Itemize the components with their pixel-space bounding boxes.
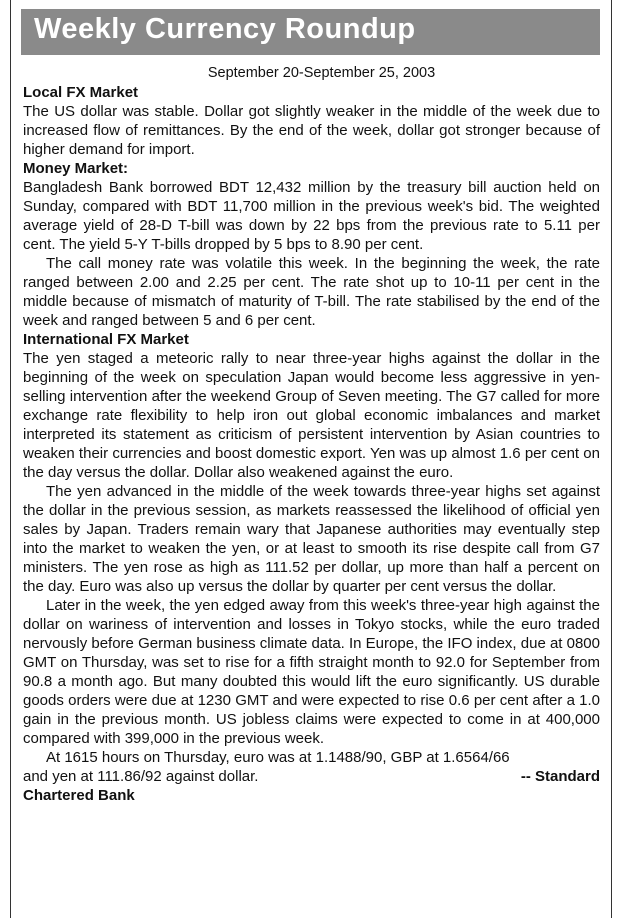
section-heading-international-fx: International FX Market — [23, 331, 189, 348]
paragraph-local-fx: The US dollar was stable. Dollar got slightly weaker in the middle of the week due to increased flow of remittances. By the end of the week, dollar got stronger because of higher demand for import. — [23, 103, 600, 158]
paragraph-international-fx-3: Later in the week, the yen edged away from this week's three-year high against the dollar on wariness of intervention and losses in Tokyo stocks, while the euro traded nervously before German business climate data. In Europe, the IFO index, due at 0800 GMT on Thursday, was set to rise for a fifth straight month to 92.0 for September from 90.8 a month ago. But many doubted this would lift the euro significantly. US durable goods orders were due at 1230 GMT and were expected to rise 0.6 per cent after a 1.0 gain in the previous month. US jobless claims were expected to come in at 400,000 compared with 399,000 in the previous week. — [23, 597, 600, 747]
closing-rates-line: At 1615 hours on Thursday, euro was at 1.1488/90, GBP at 1.6564/66 — [46, 749, 510, 766]
paragraph-international-fx-2: The yen advanced in the middle of the week towards three-year highs set against the dollar in the previous session, as markets reassessed the likelihood of official yen sales by Japan. Traders remain wary that Japanese authorities may eventually step into the market to weaken the yen, or at least to smooth its rise despite call from G7 ministers. The yen rose as high as 111.52 per dollar, up more than half a percent on the day. Euro was also up versus the dollar by quarter per cent versus the dollar. — [23, 483, 600, 595]
page-title: Weekly Currency Roundup — [34, 13, 416, 45]
source-credit: -- Standard — [520, 768, 600, 785]
closing-rates-line-end — [23, 767, 600, 786]
title-banner — [21, 9, 600, 55]
paragraph-money-market-2: The call money rate was volatile this week. In the beginning the week, the rate ranged between 2.00 and 2.25 per cent. The rate shot up to 10-11 per cent in the middle because of mismatch of maturity of T-bill. The rate stabilised by the end of the week and ranged between 5 and 6 per cent. — [23, 255, 600, 329]
bank-name: Chartered Bank — [23, 787, 135, 804]
closing-rates-text: and yen at 111.86/92 against dollar. — [23, 768, 259, 785]
section-heading-money-market: Money Market: — [23, 160, 129, 177]
paragraph-money-market-1: Bangladesh Bank borrowed BDT 12,432 million by the treasury bill auction held on Sunday, compared with BDT 11,700 million in the previous week's bid. The weighted average yield of 28-D T-bill was down by 22 bps from the previous rate to 5.11 per cent. The yield 5-Y T-bills dropped by 5 bps to 8.90 per cent. — [23, 179, 600, 253]
paragraph-international-fx-1: The yen staged a meteoric rally to near three-year highs against the dollar in the beginning of the week on speculation Japan would become less aggressive in yen-selling intervention after the weekend Group of Seven meeting. The G7 called for more exchange rate flexibility to help iron out global economic imbalances and market interpreted its statement as criticism of persistent intervention by Asian countries to weaken their currencies and boost domestic export. Yen was up almost 1.6 per cent on the day versus the dollar. Dollar also weakened against the euro. — [23, 350, 600, 481]
article-body — [23, 64, 600, 805]
dateline: September 20-September 25, 2003 — [207, 65, 436, 81]
section-heading-local-fx: Local FX Market — [23, 84, 139, 101]
